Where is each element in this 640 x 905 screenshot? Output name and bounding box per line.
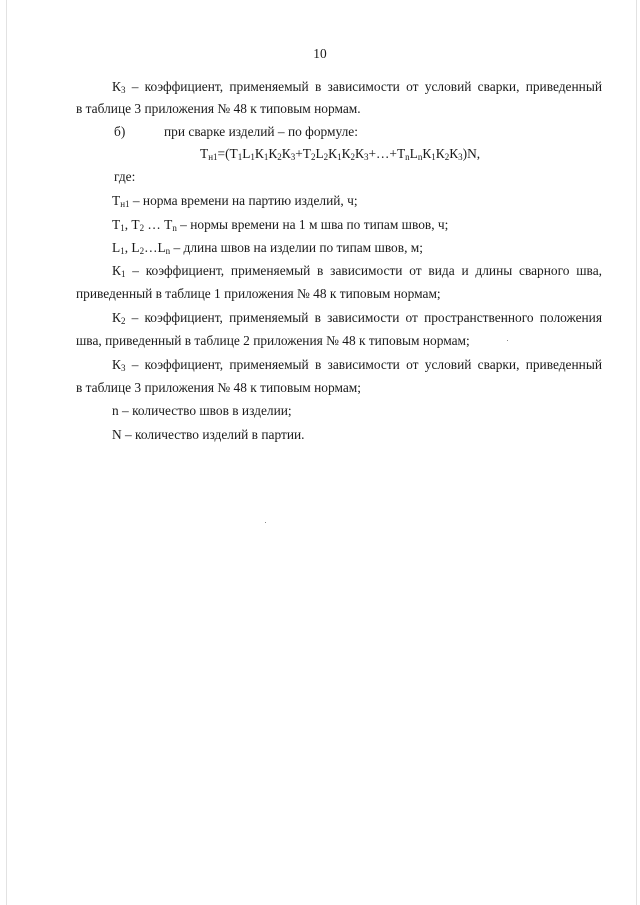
- def-k2-sub: 2: [120, 316, 126, 326]
- def-l-list-text: – длина швов на изделии по типам швов, м;: [170, 240, 423, 255]
- k3-intro-line2: в таблице 3 приложения № 48 к типовым нормам.: [76, 101, 361, 116]
- page-number: 10: [313, 46, 327, 61]
- def-n-small: n – количество швов в изделии;: [112, 403, 292, 418]
- def-t-norm-symbol: Т: [112, 193, 121, 208]
- def-n-big: N – количество изделий в партии.: [112, 427, 305, 442]
- def-k3-line1: [112, 357, 602, 373]
- k3-intro-symbol: К: [112, 79, 121, 94]
- def-t-norm-sub: н1: [120, 199, 130, 209]
- def-k3-symbol: К: [112, 357, 121, 372]
- scan-edge-right: [636, 0, 637, 905]
- def-k2-line2: шва, приведенный в таблице 2 приложения № 48 к типовым нормам;: [76, 333, 470, 348]
- def-k1-line2: приведенный в таблице 1 приложения № 48 к типовым нормам;: [76, 286, 441, 301]
- def-k1-line1-text: – коэффициент, применяемый в зависимости от вида и длины сварного шва,: [125, 263, 602, 278]
- def-k1-sub: 1: [120, 269, 126, 279]
- def-k3-sub: 3: [120, 363, 126, 373]
- def-k3-line1-text: – коэффициент, применяемый в зависимости от условий сварки, приведенный: [125, 357, 602, 372]
- def-l-list: $L_1$, $L_2\dots L_n$ – длина швов на изделии по типам швов, м;: [112, 240, 423, 256]
- item-b-text: при сварке изделий – по формуле:: [164, 124, 358, 139]
- def-t-list: $Т_1$, $Т_2$ … $Т_n$ – нормы времени на 1 м шва по типам швов, ч;: [112, 217, 449, 233]
- item-b-marker: б): [114, 124, 126, 139]
- k3-intro-line1: [112, 79, 602, 95]
- formula: $Т_{н1}=(Т_1L_1К_1К_2К_3+Т_2L_2К_1К_2К_3+\dots+Т_nL_nК_1К_2К_3)N$,: [200, 146, 481, 162]
- def-k1-symbol: К: [112, 263, 121, 278]
- def-k3-line2: в таблице 3 приложения № 48 к типовым нормам;: [76, 380, 361, 395]
- k3-intro-sub: 3: [120, 85, 126, 95]
- def-k2-line1-text: – коэффициент, применяемый в зависимости от пространственного положения: [125, 310, 602, 325]
- where-label: где:: [114, 169, 136, 184]
- def-k2-line1: [112, 310, 602, 326]
- def-t-norm: [112, 193, 358, 209]
- def-t-list-text: – нормы времени на 1 м шва по типам швов, ч;: [176, 217, 449, 232]
- def-t-norm-text: – норма времени на партию изделий, ч;: [129, 193, 358, 208]
- def-k2-symbol: К: [112, 310, 121, 325]
- scan-edge-left: [6, 0, 7, 905]
- scan-speck: [265, 522, 266, 523]
- scan-speck: [507, 340, 508, 341]
- k3-intro-line1-text: – коэффициент, применяемый в зависимости от условий сварки, приведенный: [125, 79, 602, 94]
- def-k1-line1: [112, 263, 602, 279]
